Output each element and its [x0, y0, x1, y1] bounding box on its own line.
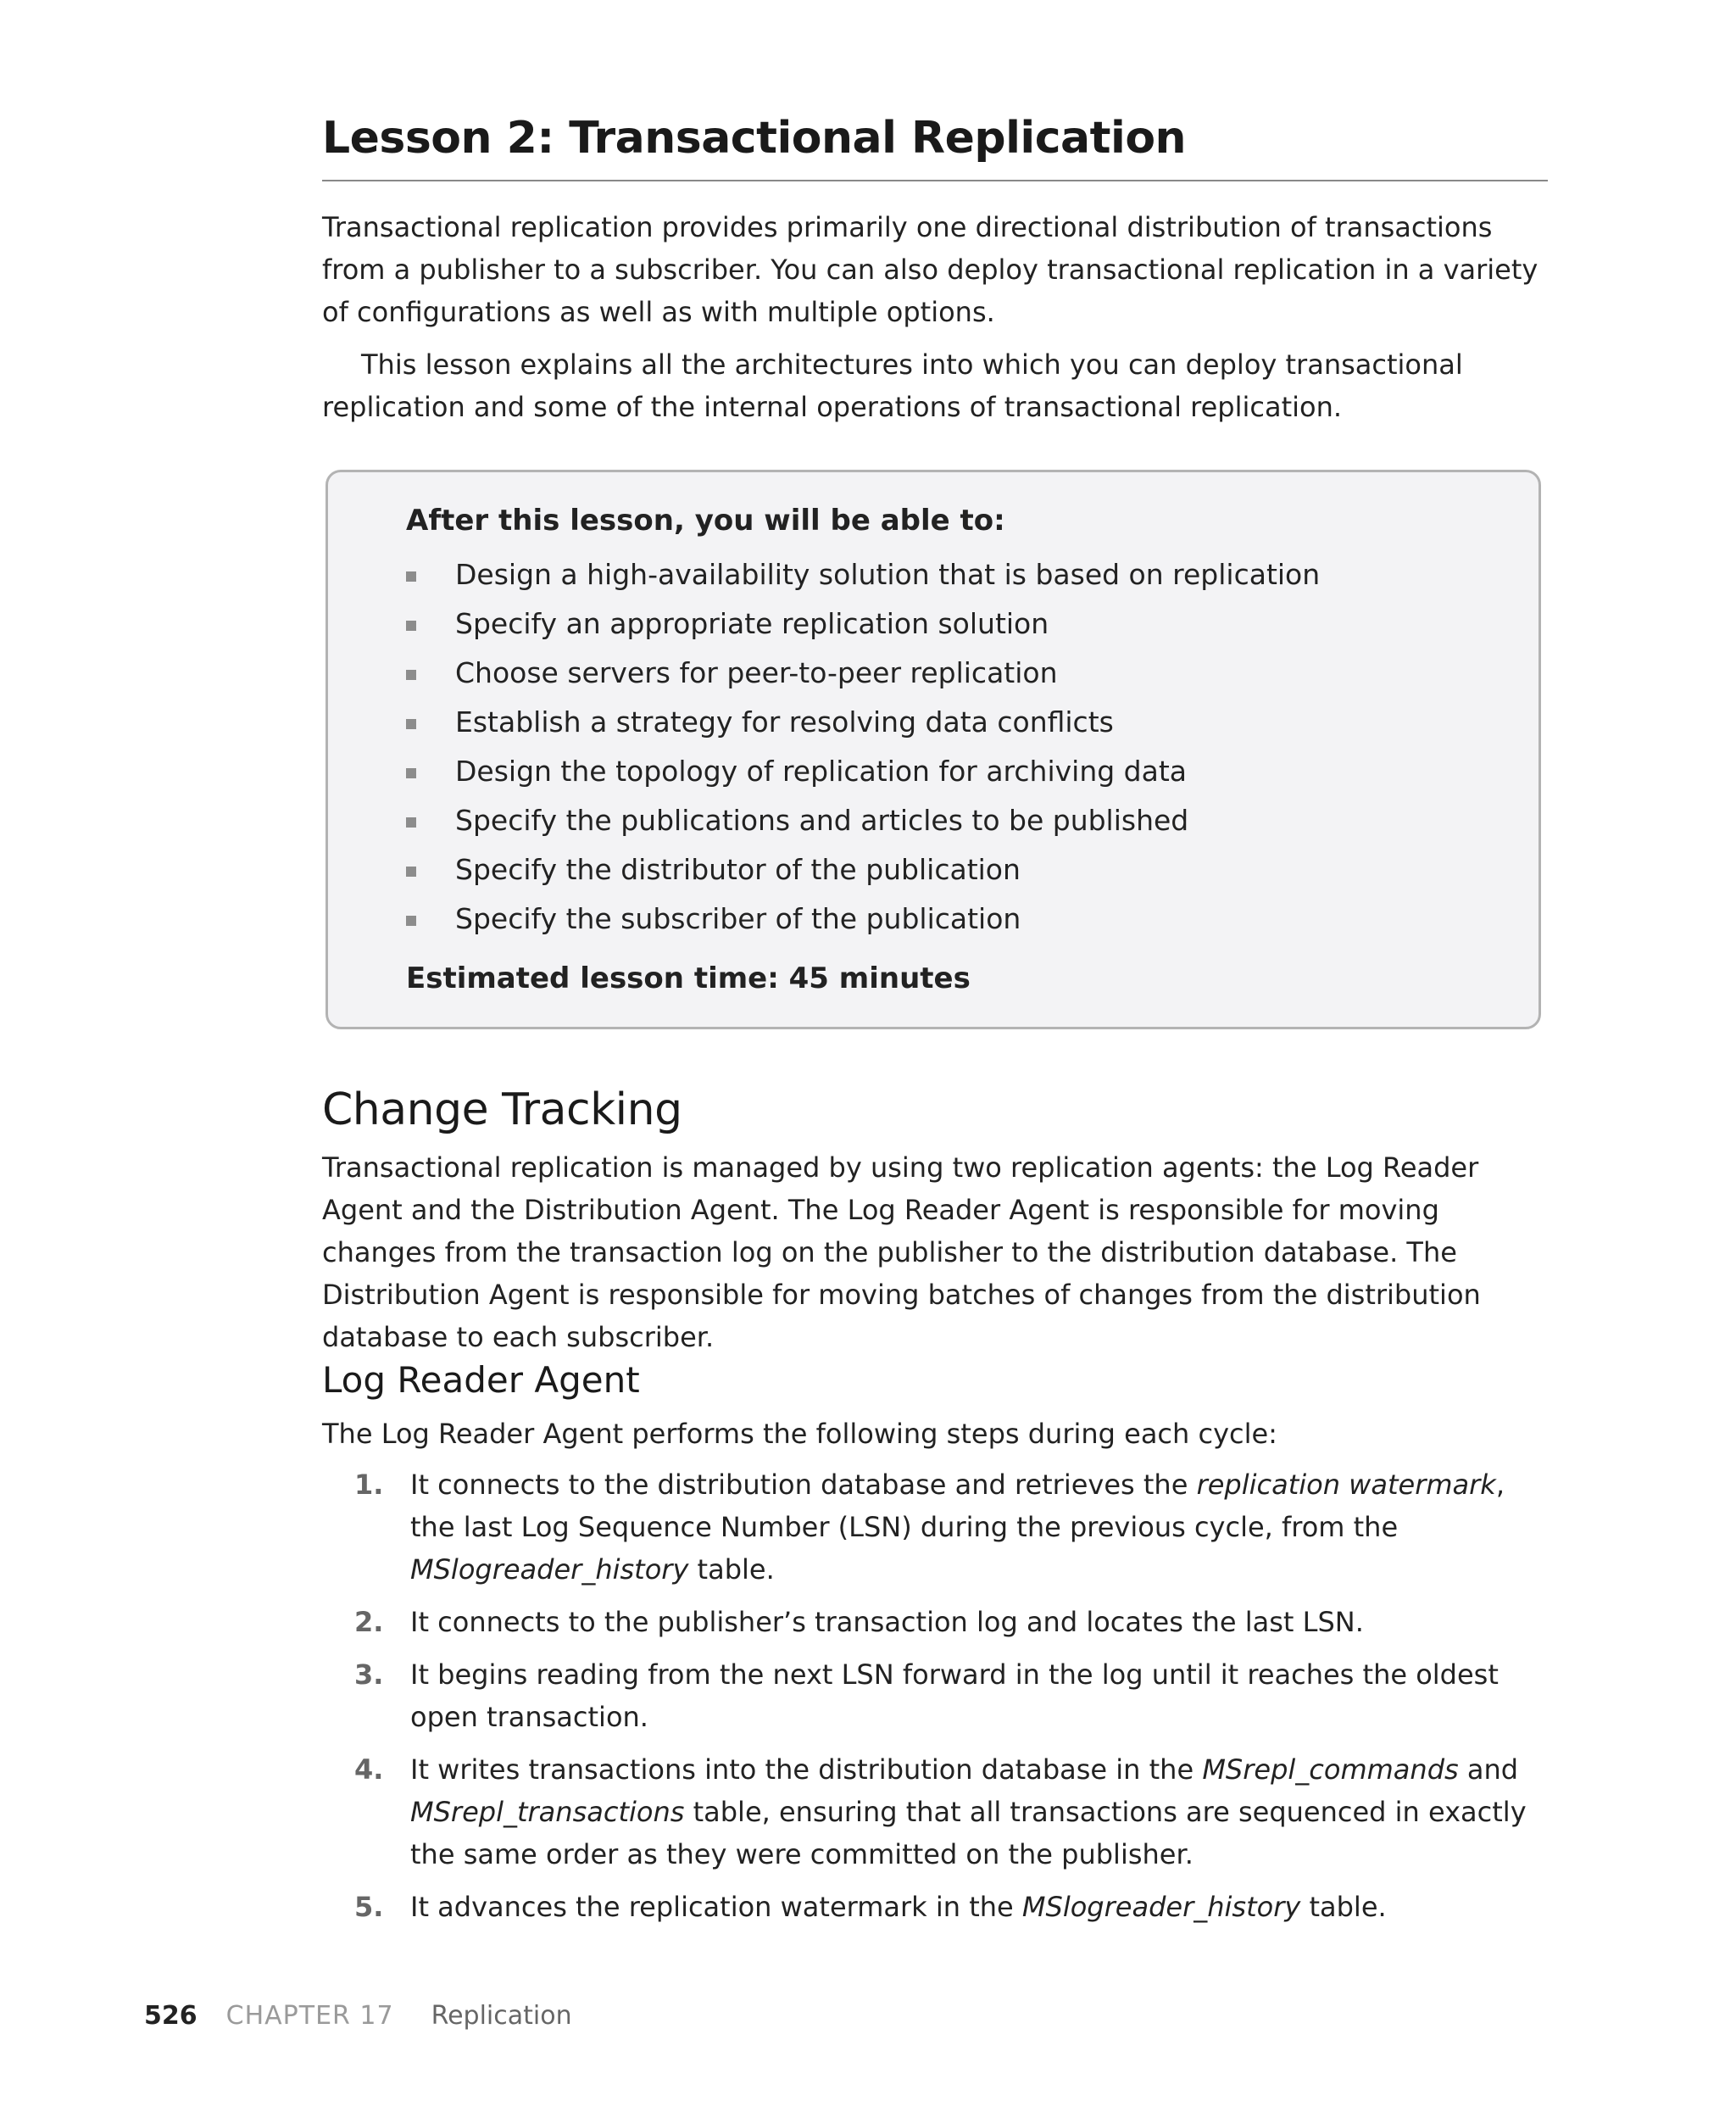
- log-reader-steps: [322, 1463, 1548, 1938]
- square-bullet-icon: [406, 670, 416, 680]
- page-footer: [144, 1999, 572, 2033]
- estimated-time: Estimated lesson time: 45 minutes: [406, 961, 971, 995]
- list-item: Specify an appropriate replication solution: [406, 599, 1508, 649]
- list-item: Specify the distributor of the publication: [406, 845, 1508, 895]
- change-tracking-paragraph: Transactional replication is managed by using two replication agents: the Log Reader Agent and the Distribution Agent. The Log Reader Agent is responsible for moving changes from the transaction log on the publisher to the distribution database. The Distribution Agent is responsible for moving batches of changes from the distribution database to each subscriber.: [322, 1151, 1481, 1353]
- objectives-list: [406, 550, 1508, 944]
- chapter-title: Replication: [431, 2001, 572, 2031]
- step-number: 2.: [354, 1606, 384, 1638]
- square-bullet-icon: [406, 768, 416, 778]
- step-number: 3.: [354, 1658, 384, 1691]
- list-item: 4. It writes transactions into the distribution database in the MSrepl_commands and MSrepl_transactions table, ensuring that all transactions are sequenced in exactly the same order as they were committed on the publisher.: [322, 1748, 1548, 1876]
- list-item: 2. It connects to the publisher’s transaction log and locates the last LSN.: [322, 1601, 1548, 1643]
- list-item: 3. It begins reading from the next LSN forward in the log until it reaches the oldest open transaction.: [322, 1653, 1548, 1738]
- step-number: 5.: [354, 1891, 384, 1923]
- list-item: Establish a strategy for resolving data conflicts: [406, 698, 1508, 747]
- subsection-heading-log-reader-agent: Log Reader Agent: [322, 1359, 640, 1401]
- square-bullet-icon: [406, 817, 416, 828]
- log-reader-intro: The Log Reader Agent performs the following steps during each cycle:: [322, 1418, 1277, 1450]
- square-bullet-icon: [406, 916, 416, 926]
- list-item: 5. It advances the replication watermark in the MSlogreader_history table.: [322, 1886, 1548, 1928]
- list-item: Specify the publications and articles to be published: [406, 796, 1508, 845]
- square-bullet-icon: [406, 719, 416, 729]
- list-item: 1. It connects to the distribution database and retrieves the replication watermark, the last Log Sequence Number (LSN) during the previous cycle, from the MSlogreader_history table.: [322, 1463, 1548, 1591]
- step-number: 1.: [354, 1469, 384, 1501]
- lesson-title: Lesson 2: Transactional Replication: [322, 113, 1187, 164]
- intro-paragraph-2: This lesson explains all the architectures into which you can deploy transactional replication and some of the internal operations of transactional replication.: [322, 348, 1463, 423]
- chapter-label: CHAPTER 17: [225, 2001, 394, 2031]
- objectives-heading: After this lesson, you will be able to:: [406, 504, 1005, 538]
- list-item: Choose servers for peer-to-peer replication: [406, 649, 1508, 698]
- list-item: Design the topology of replication for archiving data: [406, 747, 1508, 796]
- intro-paragraph-1: Transactional replication provides primarily one directional distribution of transactions from a publisher to a subscriber. You can also deploy transactional replication in a variety of configurations as well as with multiple options.: [322, 211, 1538, 328]
- step-number: 4.: [354, 1753, 384, 1786]
- list-item: Design a high-availability solution that is based on replication: [406, 550, 1508, 599]
- lesson-objectives-box: [326, 470, 1541, 1029]
- section-heading-change-tracking: Change Tracking: [322, 1084, 682, 1135]
- square-bullet-icon: [406, 621, 416, 631]
- page-number: 526: [144, 2001, 198, 2031]
- square-bullet-icon: [406, 571, 416, 582]
- list-item: Specify the subscriber of the publication: [406, 895, 1508, 944]
- title-divider: [322, 180, 1548, 181]
- square-bullet-icon: [406, 867, 416, 877]
